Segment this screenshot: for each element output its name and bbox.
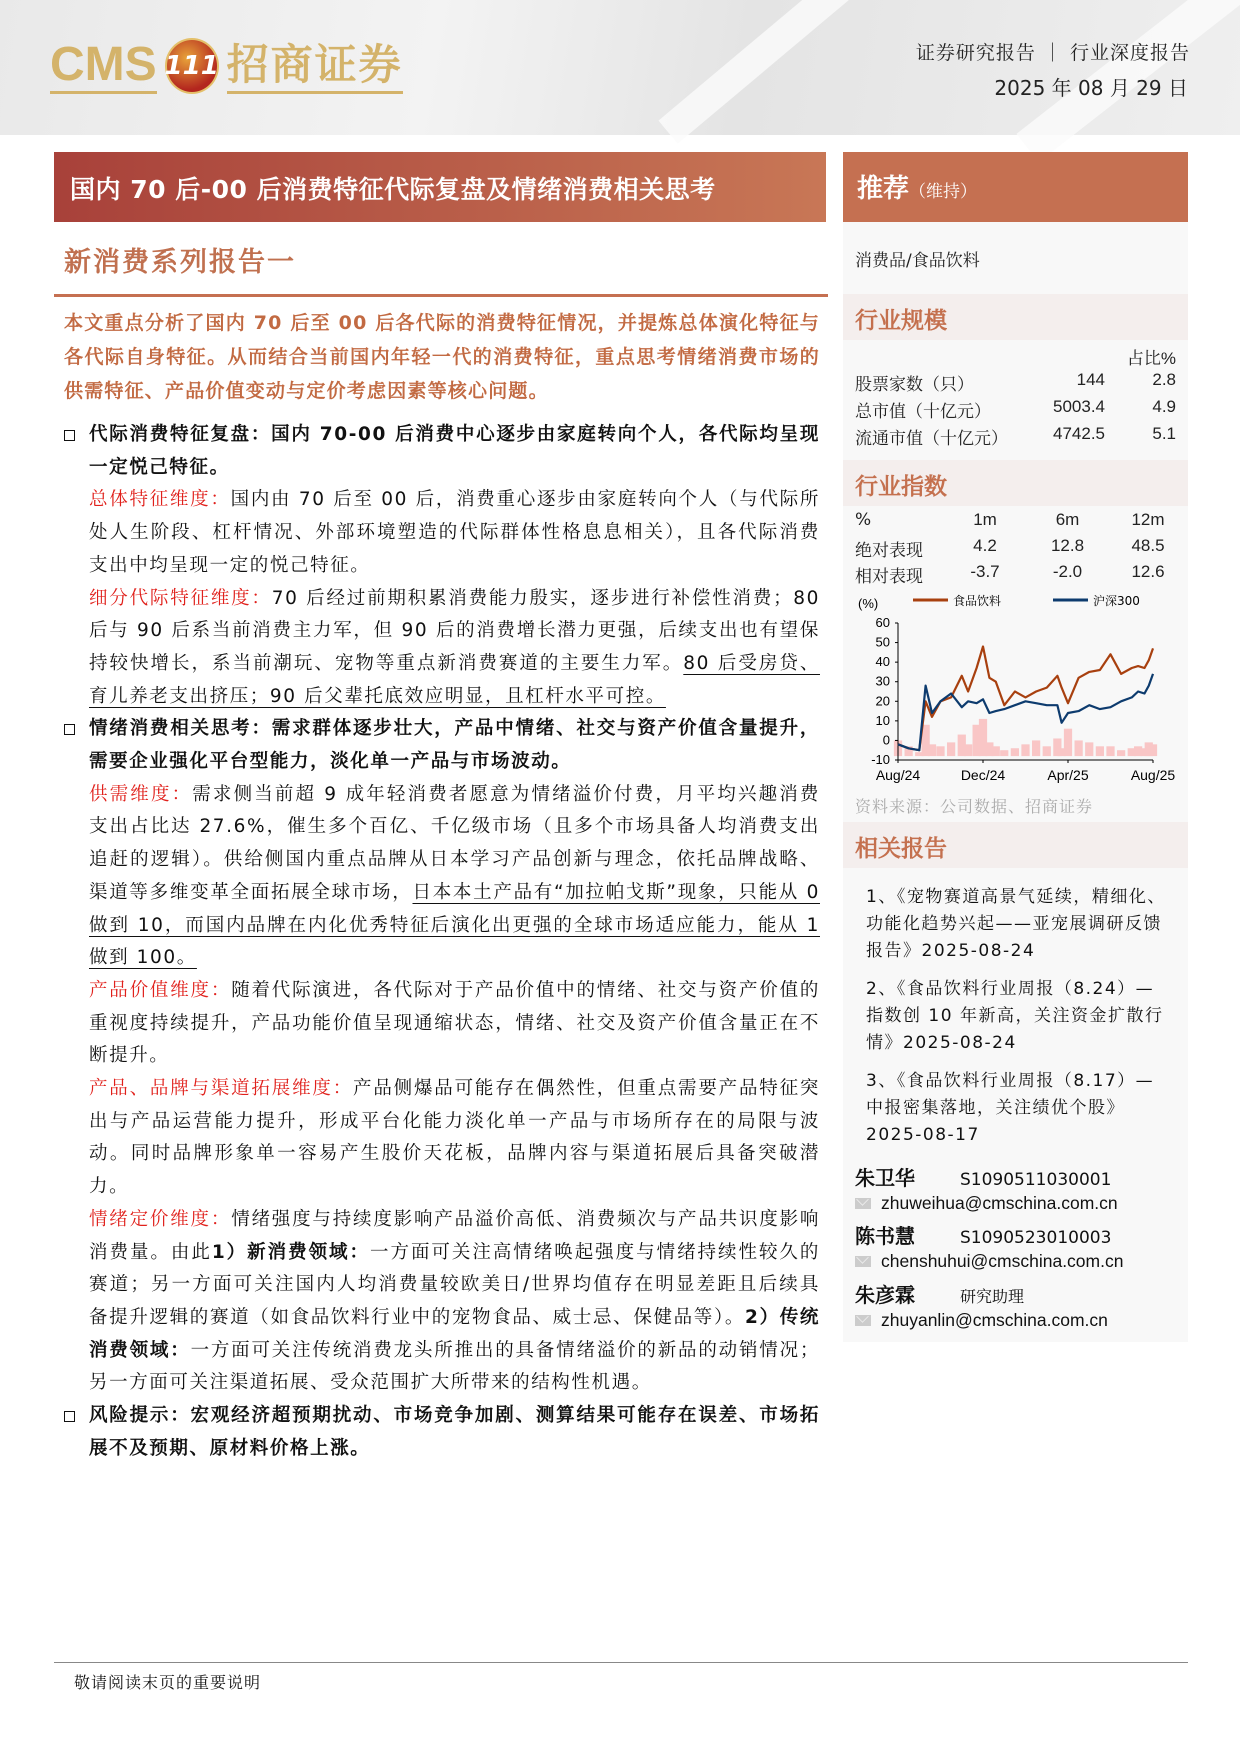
envelope-icon — [855, 1256, 871, 1267]
y-tick-label: 50 — [875, 634, 890, 650]
section-industry-index: 行业指数 — [843, 460, 1188, 506]
checkbox-bullet-icon — [64, 724, 75, 735]
analyst-role: 研究助理 — [960, 1287, 1025, 1306]
y-tick-label: 10 — [875, 712, 890, 728]
y-tick-label: 60 — [875, 615, 890, 630]
x-tick-label: Aug/25 — [1130, 767, 1176, 783]
paragraph — [62, 975, 820, 1073]
bar-mark — [1117, 750, 1125, 756]
divider — [54, 294, 828, 297]
bar-mark — [1149, 744, 1157, 756]
para-text: 70 后经过前期积累消费能力殷实，逐步进行补偿性消费；80 后与 90 后系当前消费主力军，但 90 后的消费增长潜力更强，后续支出也有望保持较快增长，系当前潮玩、宠物等重点新消费赛道的主要生力军。 — [89, 587, 820, 674]
logo-en: CMS — [50, 39, 157, 94]
index-performance-chart — [843, 588, 1188, 788]
x-tick-label: Apr/25 — [1047, 767, 1089, 783]
main-body — [62, 419, 820, 1466]
y-tick-label: 20 — [875, 693, 890, 709]
index-row-label: 相对表现 — [855, 567, 923, 587]
checkbox-bullet-icon — [64, 1411, 75, 1422]
para-bold: 2）传统消费领域： — [89, 1306, 820, 1361]
footer-note: 敬请阅读末页的重要说明 — [74, 1673, 262, 1692]
related-report-link[interactable]: 2、《食品饮料行业周报（8.24）—指数创 10 年新高，关注资金扩散行情》2025-08-24 — [866, 979, 1164, 1053]
analyst-id: S1090511030001 — [960, 1170, 1112, 1190]
index-value: 12.6 — [1131, 562, 1165, 581]
scale-row-pct: 2.8 — [1152, 370, 1176, 389]
x-tick-label: Aug/24 — [875, 767, 921, 783]
related-reports-list — [866, 884, 1172, 1160]
scale-row-label: 股票家数（只） — [855, 375, 974, 395]
para-label: 产品价值维度： — [89, 979, 232, 1001]
report-type: 证券研究报告 ｜ 行业深度报告 — [915, 42, 1190, 64]
para-text: 国内由 70 后至 00 后，消费重心逐步由家庭转向个人（与代际所处人生阶段、杠杆情况、外部环境塑造的代际群体性格息息相关），且各代际消费支出中均呈现一定的悦己特征。 — [89, 489, 821, 576]
scale-row-value: 144 — [1076, 370, 1105, 389]
index-row-label: 绝对表现 — [855, 541, 923, 561]
chart-ylabel: (%) — [858, 596, 879, 611]
bullet-heading-risk — [62, 1400, 820, 1465]
x-tick-label: Dec/24 — [960, 767, 1006, 783]
para-text: 产品侧爆品可能存在偶然性，但重点需要产品特征突出与产品运营能力提升，形成平台化能力淡化单一产品与市场所存在的局限与波动。同时品牌形象单一容易产生股价天花板，品牌内容与渠道拓展后具备突破潜力。 — [89, 1078, 820, 1198]
bullet-title: 代际消费特征复盘：国内 70-00 后消费中心逐步由家庭转向个人，各代际均呈现一定悦己特征。 — [89, 424, 820, 478]
index-col-header: % — [855, 510, 872, 530]
bar-mark — [947, 742, 955, 756]
bar-mark — [1096, 746, 1104, 756]
index-col-header: 6m — [1055, 510, 1080, 529]
series-subtitle: 新消费系列报告一 — [64, 247, 296, 278]
logo-badge-icon: 111 — [165, 38, 219, 94]
related-report-link[interactable]: 1、《宠物赛道高景气延续，精细化、功能化趋势兴起——亚宠展调研反馈报告》2025-08-24 — [866, 887, 1166, 961]
footer-divider — [54, 1662, 1188, 1663]
para-label: 供需维度： — [89, 783, 193, 805]
y-tick-label: 40 — [875, 654, 890, 670]
analyst-id: S1090523010003 — [960, 1228, 1112, 1248]
bar-mark — [1075, 740, 1083, 756]
y-tick-label: -10 — [871, 752, 890, 767]
bar-mark — [992, 746, 1000, 756]
bar-mark — [1043, 746, 1051, 756]
y-tick-label: 0 — [882, 732, 890, 748]
industry-label: 消费品/食品饮料 — [855, 251, 980, 271]
scale-row-label: 总市值（十亿元） — [855, 402, 991, 422]
report-title: 国内 70 后-00 后消费特征代际复盘及情绪消费相关思考 — [54, 152, 826, 222]
report-date: 2025 年 08 月 29 日 — [994, 76, 1188, 100]
email-link[interactable]: zhuyanlin@cmschina.com.cn — [881, 1310, 1108, 1330]
chart-source: 资料来源：公司数据、招商证券 — [855, 797, 1094, 816]
bar-mark — [1011, 748, 1019, 756]
bar-mark — [928, 744, 936, 756]
envelope-icon — [855, 1315, 871, 1326]
index-value: -2.0 — [1052, 562, 1083, 581]
bar-mark — [1021, 744, 1029, 756]
analyst — [855, 1220, 1111, 1249]
bullet-title: 情绪消费相关思考：需求群体逐步壮大，产品中情绪、社交与资产价值含量提升，需要企业强化平台型能力，淡化单一产品与市场波动。 — [89, 718, 820, 773]
cms-logo — [50, 38, 403, 94]
rating-box — [843, 152, 1188, 222]
index-value: 48.5 — [1131, 536, 1165, 555]
scale-row-pct: 4.9 — [1152, 397, 1176, 416]
checkbox-bullet-icon — [64, 430, 75, 441]
analyst — [855, 1162, 1111, 1191]
legend-label: 食品饮料 — [953, 594, 1002, 608]
scale-row-value: 5003.4 — [1053, 397, 1105, 416]
paragraph — [62, 1204, 820, 1400]
scale-col-header: 占比% — [1126, 349, 1176, 368]
paragraph — [62, 484, 820, 582]
bar-mark — [964, 744, 972, 756]
para-underline: 80 后受房贷、育儿养老支出挤压；90 后父辈托底效应明显，且杠杆水平可控。 — [89, 652, 820, 707]
paragraph — [62, 583, 820, 714]
section-related-reports: 相关报告 — [843, 822, 1188, 868]
para-underline: 日本本土产品有“加拉帕戈斯”现象，只能从 0 做到 10，而国内品牌在内化优秀特征后演化出更强的全球市场适应能力，能从 1 做到 100。 — [89, 881, 820, 969]
para-bold: 1）新消费领域： — [211, 1241, 370, 1263]
analyst-name: 朱卫华 — [855, 1166, 915, 1190]
bullet-heading — [62, 419, 820, 484]
rating: 推荐 — [857, 174, 910, 204]
bar-mark — [936, 746, 944, 756]
para-text: 情绪强度与持续度影响产品溢价高低、消费频次与产品共识度影响消费量。由此 — [89, 1208, 821, 1263]
index-col-header: 1m — [973, 510, 997, 529]
bullet-title: 风险提示：宏观经济超预期扰动、市场竞争加剧、测算结果可能存在误差、市场拓展不及预期、原材料价格上涨。 — [89, 1405, 820, 1459]
section-industry-scale: 行业规模 — [843, 294, 1188, 340]
index-value: 4.2 — [973, 536, 997, 555]
para-text: 随着代际演进，各代际对于产品价值中的情绪、社交与资产价值的重视度持续提升，产品功能价值呈现通缩状态，情绪、社交及资产价值含量正在不断提升。 — [89, 979, 821, 1067]
paragraph — [62, 1073, 820, 1204]
index-value: -3.7 — [970, 562, 1000, 581]
email-link[interactable]: zhuweihua@cmschina.com.cn — [881, 1193, 1118, 1213]
series-line-food-beverage — [898, 647, 1153, 751]
analyst-email[interactable] — [855, 1193, 1118, 1214]
index-value: 12.8 — [1050, 536, 1085, 555]
analyst — [855, 1279, 1024, 1308]
legend-label: 沪深300 — [1093, 594, 1140, 608]
bar-mark — [1085, 742, 1093, 756]
para-text: 一方面可关注高情绪唤起强度与情绪持续性较久的赛道；另一方面可关注国内人均消费量较欧美日/世界均值存在明显差距且后续具备提升逻辑的赛道（如食品饮料行业中的宠物食品、威士忌、保健品等）。 — [89, 1241, 821, 1328]
para-label: 情绪定价维度： — [89, 1208, 232, 1230]
paragraph — [62, 779, 820, 975]
para-label: 产品、品牌与渠道拓展维度： — [89, 1078, 354, 1100]
para-label: 细分代际特征维度： — [89, 587, 272, 609]
analyst-name: 朱彦霖 — [855, 1283, 915, 1307]
bar-mark — [1106, 746, 1114, 756]
series-line-hs300 — [898, 674, 1153, 750]
envelope-icon — [855, 1198, 871, 1209]
para-text: 一方面可关注传统消费龙头所推出的具备情绪溢价的新品的动销情况；另一方面可关注渠道拓展、受众范围扩大所带来的结构性机遇。 — [89, 1339, 820, 1394]
scale-row-pct: 5.1 — [1152, 424, 1176, 443]
analyst-email[interactable] — [855, 1310, 1108, 1331]
logo-cn: 招商证券 — [227, 39, 403, 94]
email-link[interactable]: chenshuhui@cmschina.com.cn — [881, 1251, 1124, 1271]
y-tick-label: 30 — [875, 673, 890, 689]
bar-mark — [1064, 729, 1072, 756]
scale-row-label: 流通市值（十亿元） — [855, 429, 1008, 449]
analyst-email[interactable] — [855, 1251, 1123, 1272]
bar-mark — [1032, 740, 1040, 756]
related-report-link[interactable]: 3、《食品饮料行业周报（8.17）—中报密集落地，关注绩优个股》2025-08-17 — [866, 1071, 1155, 1145]
index-col-header: 12m — [1131, 510, 1165, 529]
rating-note: （维持） — [909, 182, 978, 202]
para-text: 需求侧当前超 9 成年轻消费者愿意为情绪溢价付费，月平均兴趣消费支出占比达 27.6%，催生多个百亿、千亿级市场（且多个市场具备人均消费支出追赶的逻辑）。供给侧国内重点品牌从日本学习产品创新与理念，依托品牌战略、渠道等多维变革全面拓展全球市场， — [89, 783, 820, 903]
bar-mark — [1000, 750, 1008, 756]
scale-row-value: 4742.5 — [1053, 424, 1105, 443]
para-label: 总体特征维度： — [89, 489, 231, 511]
analyst-name: 陈书慧 — [855, 1224, 915, 1248]
bullet-heading — [62, 713, 820, 778]
abstract: 本文重点分析了国内 70 后至 00 后各代际的消费特征情况，并提炼总体演化特征与各代际自身特征。从而结合当前国内年轻一代的消费特征，重点思考情绪消费市场的供需特征、产品价值变动与定价考虑因素等核心问题。 — [64, 312, 820, 402]
